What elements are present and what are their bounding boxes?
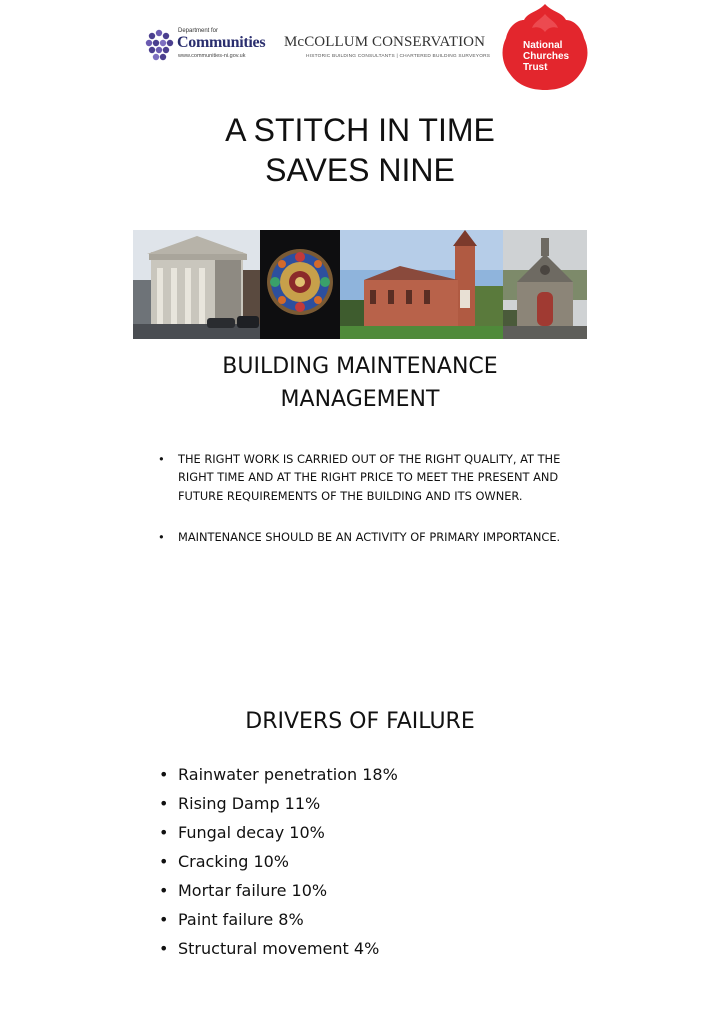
maintenance-heading-line-2: MANAGEMENT	[280, 387, 440, 412]
list-item	[158, 528, 568, 546]
bullet-icon: •	[159, 939, 169, 958]
driver-item: Structural movement 4%	[178, 939, 380, 958]
driver-item: Cracking 10%	[178, 852, 290, 871]
national-churches-trust-logo	[500, 2, 590, 90]
mccollum-conservation-logo	[284, 34, 489, 64]
bullet-icon: •	[159, 910, 169, 929]
page-title	[0, 110, 720, 190]
mccollum-name: McCOLLUM CONSERVATION	[284, 34, 486, 50]
photo-red-brick-church	[340, 230, 503, 339]
photo-stained-glass	[260, 230, 340, 339]
driver-item: Paint failure 8%	[178, 910, 304, 929]
bullet-icon: •	[158, 529, 165, 544]
maintenance-bullet-1: THE RIGHT WORK IS CARRIED OUT OF THE RIGHT QUALITY, AT THE RIGHT TIME AND AT THE RIGHT PRICE TO MEET THE PRESENT AND FUTURE REQUIREMENTS OF THE BUILDING AND ITS OWNER.	[178, 452, 561, 503]
dfc-dept-label: Department for	[178, 28, 219, 34]
bullet-icon: •	[159, 852, 169, 871]
list-item	[158, 847, 558, 876]
nct-line-2: Churches	[523, 51, 570, 62]
department-for-communities-logo	[142, 26, 272, 66]
bullet-icon: •	[159, 765, 169, 784]
hexagon-cluster-icon	[144, 28, 174, 62]
list-item	[158, 905, 558, 934]
driver-item: Mortar failure 10%	[178, 881, 328, 900]
list-item	[158, 789, 558, 818]
mccollum-subtitle: HISTORIC BUILDING CONSULTANTS | CHARTERED BUILDING SURVEYORS	[306, 54, 491, 59]
title-line-1: A STITCH IN TIME	[225, 112, 495, 148]
bullet-icon: •	[159, 794, 169, 813]
maintenance-bullet-2: MAINTENANCE SHOULD BE AN ACTIVITY OF PRIMARY IMPORTANCE.	[178, 529, 561, 544]
title-line-2: SAVES NINE	[265, 152, 455, 188]
bullet-icon: •	[159, 881, 169, 900]
dfc-name: Communities	[177, 34, 266, 51]
bullet-icon: •	[158, 452, 165, 466]
driver-item: Rainwater penetration 18%	[178, 765, 398, 784]
bullet-icon: •	[159, 823, 169, 842]
photo-classical-church	[133, 230, 260, 339]
nct-line-1: National	[523, 40, 563, 51]
dfc-url: www.communities-ni.gov.uk	[178, 53, 246, 59]
maintenance-list	[158, 450, 568, 569]
list-item	[158, 450, 568, 505]
driver-item: Fungal decay 10%	[178, 823, 325, 842]
maintenance-heading-line-1: BUILDING MAINTENANCE	[222, 354, 498, 379]
list-item	[158, 934, 558, 963]
nct-line-3: Trust	[523, 62, 548, 73]
photo-stone-chapel	[503, 230, 587, 339]
drivers-heading: DRIVERS OF FAILURE	[245, 709, 475, 734]
list-item	[158, 760, 558, 789]
driver-item: Rising Damp 11%	[178, 794, 321, 813]
list-item	[158, 876, 558, 905]
maintenance-heading	[0, 350, 720, 416]
drivers-list	[158, 760, 558, 963]
list-item	[158, 818, 558, 847]
